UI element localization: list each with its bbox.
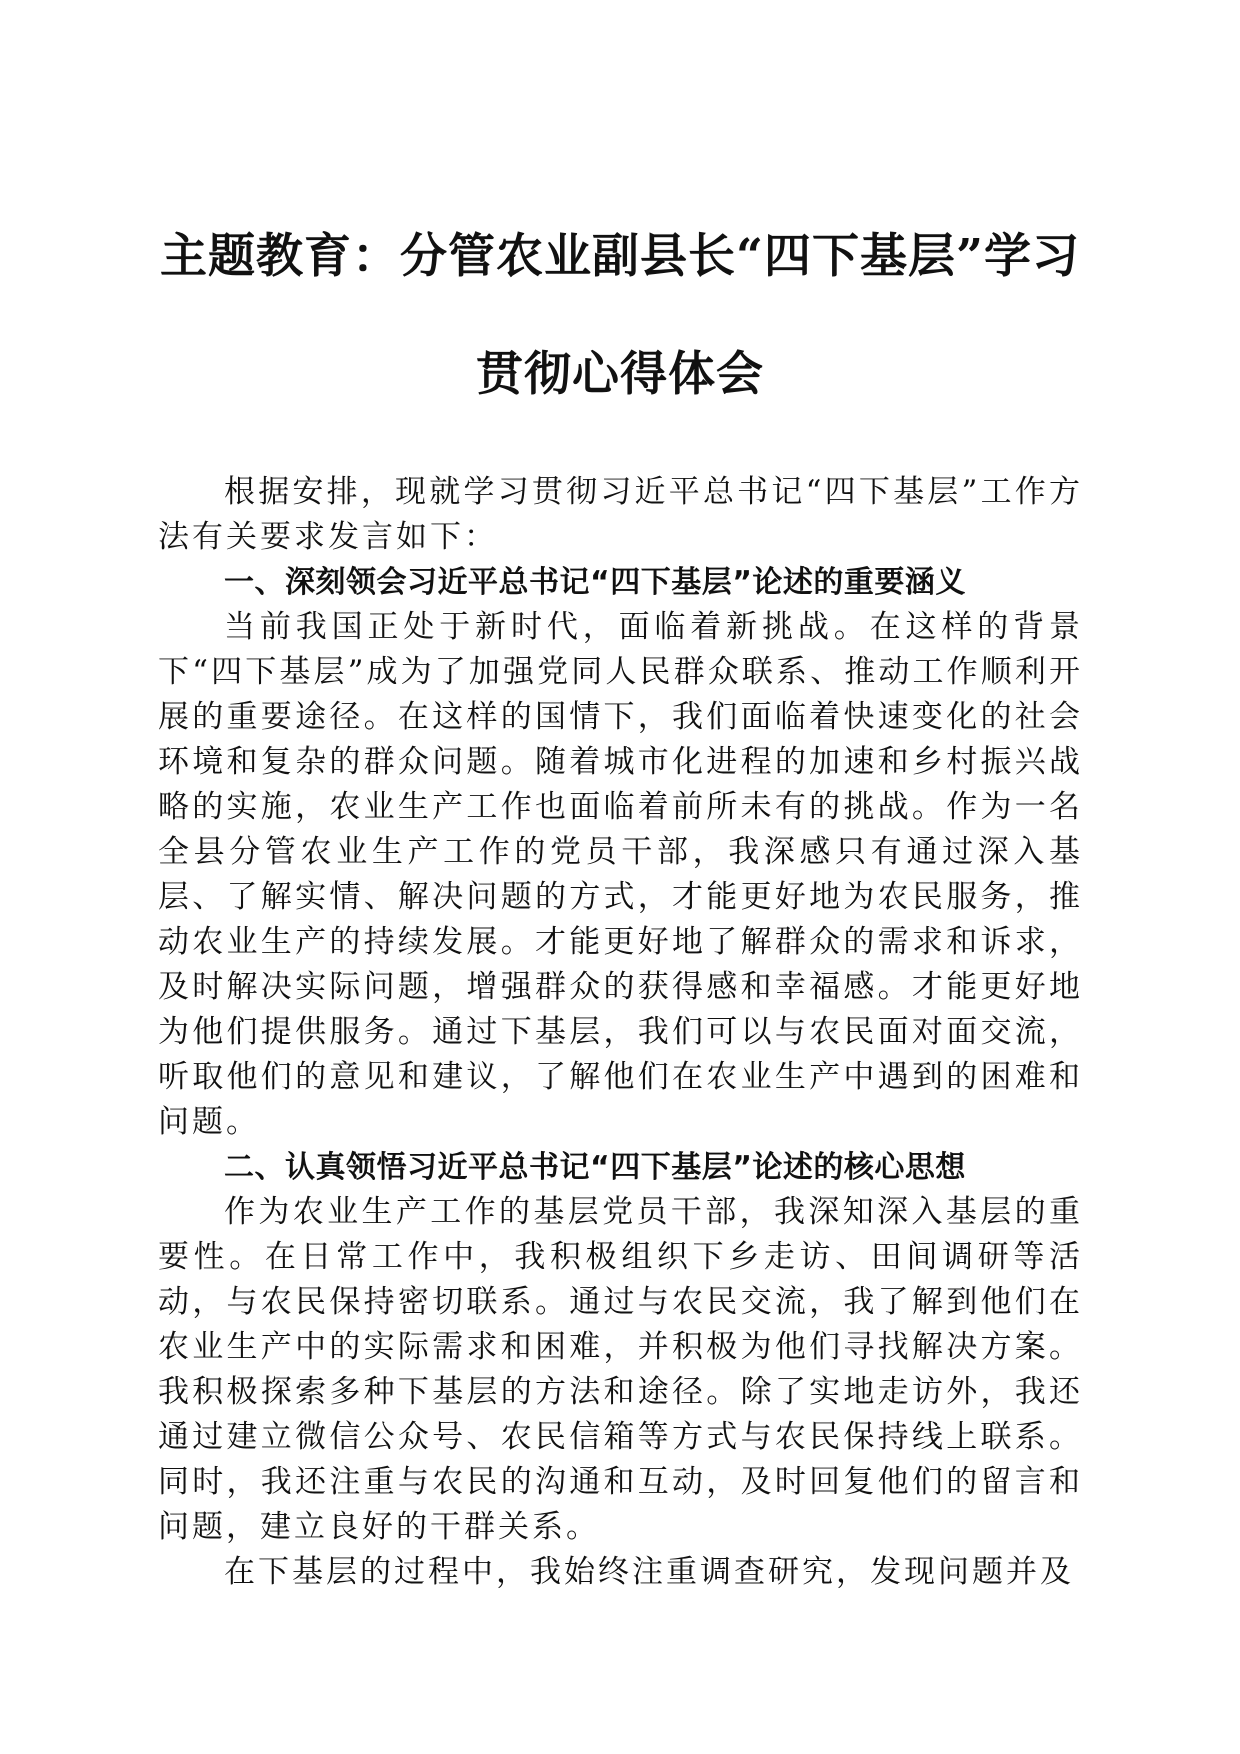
paragraph-intro: 根据安排，现就学习贯彻习近平总书记“四下基层”工作方法有关要求发言如下： [158, 474, 1083, 555]
paragraph-section-2-continued: 在下基层的过程中，我始终注重调查研究，发现问题并及 [224, 1554, 1074, 1590]
section-heading-1: 一、深刻领会习近平总书记“四下基层”论述的重要涵义 [224, 565, 966, 600]
document-title-line-1: 主题教育：分管农业副县长“四下基层”学习 [159, 229, 1081, 284]
document-title-line-2: 贯彻心得体会 [476, 347, 764, 402]
paragraph-section-2: 作为农业生产工作的基层党员干部，我深知深入基层的重要性。在日常工作中，我积极组织下乡走访、田间调研等活动，与农民保持密切联系。通过与农民交流，我了解到他们在农业生产中的实际需求和困难，并积极为他们寻找解决方案。我积极探索多种下基层的方法和途径。除了实地走访外，我还通过建立微信公众号、农民信箱等方式与农民保持线上联系。同时，我还注重与农民的沟通和互动，及时回复他们的留言和问题，建立良好的干群关系。 [158, 1194, 1083, 1545]
section-heading-2: 二、认真领悟习近平总书记“四下基层”论述的核心思想 [224, 1150, 966, 1185]
paragraph-section-1: 当前我国正处于新时代，面临着新挑战。在这样的背景下“四下基层”成为了加强党同人民群众联系、推动工作顺利开展的重要途径。在这样的国情下，我们面临着快速变化的社会环境和复杂的群众问题。随着城市化进程的加速和乡村振兴战略的实施，农业生产工作也面临着前所未有的挑战。作为一名全县分管农业生产工作的党员干部，我深感只有通过深入基层、了解实情、解决问题的方式，才能更好地为农民服务，推动农业生产的持续发展。才能更好地了解群众的需求和诉求，及时解决实际问题，增强群众的获得感和幸福感。才能更好地为他们提供服务。通过下基层，我们可以与农民面对面交流，听取他们的意见和建议，了解他们在农业生产中遇到的困难和问题。 [158, 609, 1083, 1140]
document-body [158, 470, 1083, 1595]
